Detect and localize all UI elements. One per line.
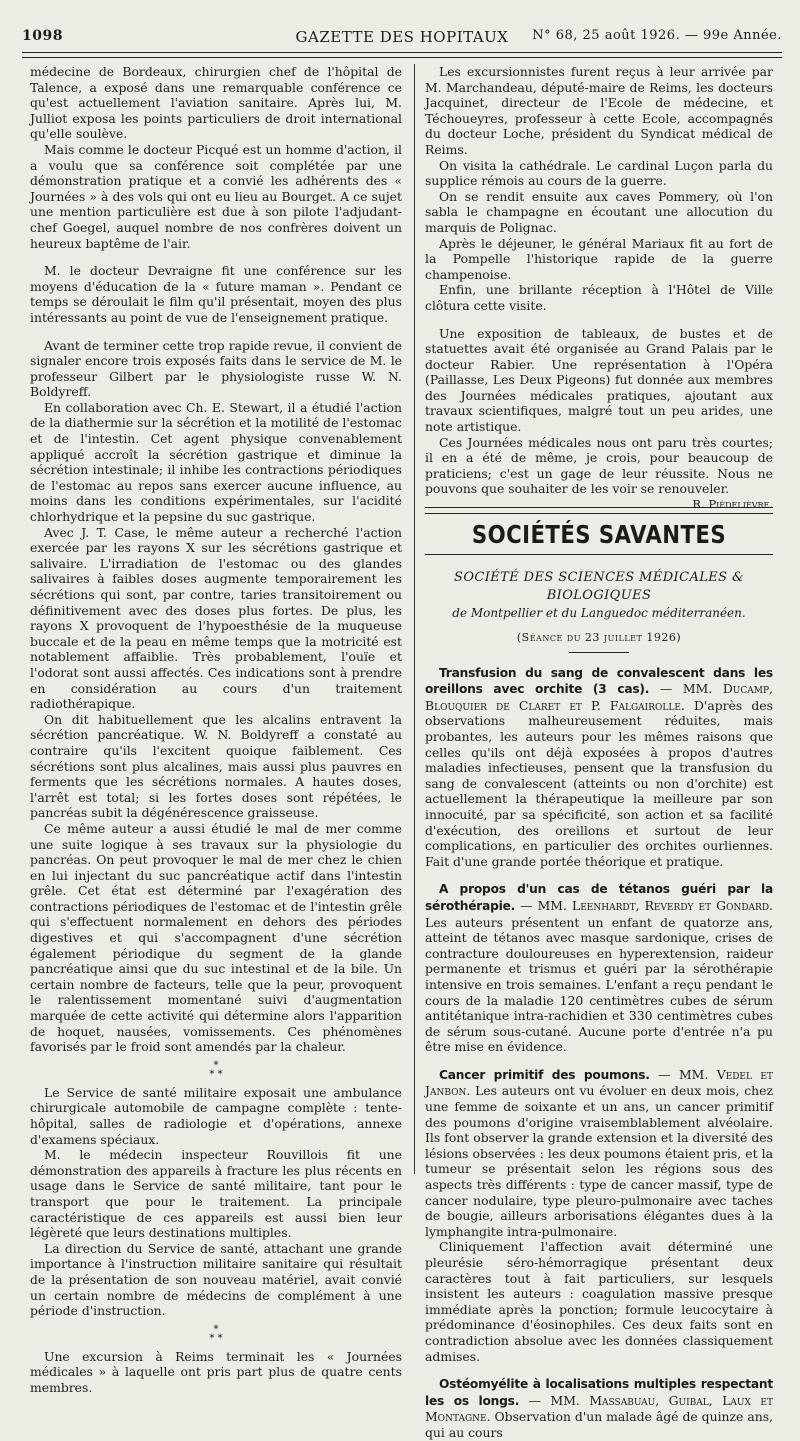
- article-authors: — MM. Ducamp, Blouquier de Claret et P. Falgairolle.: [425, 681, 773, 713]
- article-body: D'après des observations malheureusement réduites, mais probantes, les auteurs pour les mêmes raisons que celles qu'ils ont déjà exposées à propos d'autres maladies infectieuses, pensent que la transfusion du sang de convalescent (atteints ou non d'orchite) est actuellement la thérapeutique la meilleure par son innocuité, par sa spécificité, son action et sa facilité d'exécution, des oreillons et surtout de leur complications, en particulier des orchites ourliennes. Fait d'une grande portée théorique et pratique.: [425, 697, 773, 869]
- page-number: 1098: [22, 28, 63, 44]
- article: [425, 1067, 773, 1240]
- paragraph: Une exposition de tableaux, de bustes et de statuettes avait été organisée au Grand Palais par le docteur Rabier. Une représentation à l'Opéra (Paillasse, Les Deux Pigeons) fut donnée aux membres des Journées médicales pratiques, ajoutant aux travaux scientifiques, malgré tout un peu arides, une note artistique.: [425, 325, 773, 435]
- paragraph-text: Ces Journées médicales nous ont paru très courtes; il en a été de même, je crois, pour beaucoup de praticiens; c'est un gage de leur réussite. Nous ne pouvons que souhaiter de les voir se renouveler.: [425, 434, 773, 497]
- paragraph: M. le médecin inspecteur Rouvillois fit une démonstration des appareils à fracture les plus récents en usage dans le Service de santé militaire, tant pour le transport que pour le traitement. La principale caractéristique de ces appareils est aussi bien leur légèreté que leurs destinations multiples.: [30, 1147, 402, 1241]
- article-body: Les auteurs présentent un enfant de quatorze ans, atteint de tétanos avec masque sardonique, crises de contracture douloureuses en hyperextension, raideur permanente et trismus et guéri par la sérothérapie intensive en trois semaines. L'enfant a reçu pendant le cours de la maladie 120 centimètres cubes de sérum antitétanique intra-rachidien et 330 centimètres cubes de sérum sous-cutané. Aucune porte d'entrée n'a pu être mise en évidence.: [425, 914, 773, 1055]
- paragraph: Une excursion à Reims terminait les « Journées médicales » à laquelle ont pris part plus de quatre cents membres.: [30, 1348, 402, 1395]
- column-divider: [414, 64, 415, 1174]
- section-separator: * * *: [209, 1059, 223, 1080]
- article: [425, 665, 773, 870]
- paragraph: Cliniquement l'affection avait déterminé une pleurésie séro-hémorragique présentant deux caractères tout à fait particuliers, sur lesquels insistent les auteurs : coagulation massive presque immédiate après la ponction; formule leucocytaire à prédominance d'éosinophiles. Ces deux faits sont en contradiction absolue avec les données classiquement admises.: [425, 1239, 773, 1364]
- article-heading: Cancer primitif des poumons.: [439, 1067, 650, 1082]
- article-heading: Transfusion du sang de convalescent dans les oreillons avec orchite (3 cas).: [425, 665, 773, 697]
- right-column: [425, 64, 773, 1441]
- paragraph: Le Service de santé militaire exposait une ambulance chirurgicale automobile de campagne complète : tente-hôpital, salles de radiologie et d'opérations, annexe d'examens spéciaux.: [30, 1084, 402, 1147]
- section-title: SOCIÉTÉS SAVANTES: [471, 520, 727, 550]
- paragraph: Après le déjeuner, le général Mariaux fit au fort de la Pompelle l'historique rapide de la guerre champenoise.: [425, 235, 773, 282]
- paragraph: Enfin, une brillante réception à l'Hôtel de Ville clôtura cette visite.: [425, 282, 773, 313]
- issue-info: N° 68, 25 août 1926. — 99e Année.: [532, 28, 782, 43]
- article: [425, 881, 773, 1055]
- paragraph: La direction du Service de santé, attachant une grande importance à l'instruction militaire sanitaire qui résultait de la présentation de son nouveau matériel, avait convié un certain nombre de médecins de complément à une période d'instruction.: [30, 1240, 402, 1319]
- article-body: Observation d'un malade âgé de quinze ans, qui au cours: [425, 1409, 773, 1440]
- paragraph: médecine de Bordeaux, chirurgien chef de l'hôpital de Talence, a exposé dans une remarquable conférence ce qu'est actuellement l'aviation sanitaire. Après lui, M. Julliot exposa les points particuliers de droit international qu'elle soulève.: [30, 64, 402, 142]
- paragraph: On dit habituellement que les alcalins entravent la sécrétion pancréatique. W. N. Boldyreff a constaté au contraire qu'ils l'excitent quoique faiblement. Ces sécrétions sont plus alcalines, mais aussi plus pauvres en ferments que les sécrétions normales. A hautes doses, l'arrêt est total; si les fortes doses sont répétées, le pancréas subit la dégénérescence graisseuse.: [30, 711, 402, 821]
- article-authors: — MM. Leenhardt, Reverdy et Gondard.: [520, 897, 773, 913]
- article-heading: Ostéomyélite à localisations multiples respectant les os longs.: [425, 1377, 773, 1408]
- session-date: (Séance du 23 juillet 1926): [516, 631, 682, 645]
- page-header: [22, 24, 782, 50]
- paragraph: Avant de terminer cette trop rapide revue, il convient de signaler encore trois exposés faits dans le service de M. le professeur Gilbert par le physiologiste russe W. N. Boldyreff.: [30, 337, 402, 400]
- paragraph: Les excursionnistes furent reçus à leur arrivée par M. Marchandeau, député-maire de Reims, les docteurs Jacquinet, directeur de l'Ecole de médecine, et Téchoueyres, professeur à cette Ecole, accompagnés du docteur Loche, président du Syndicat médical de Reims.: [425, 64, 773, 157]
- section-rule: [425, 554, 773, 555]
- author-signature: R. Piédelièvre.: [692, 497, 773, 512]
- paragraph: [425, 434, 773, 512]
- article-authors: — MM. Massabuau, Guibal, Laux et Montagne.: [425, 1392, 773, 1425]
- journal-title: GAZETTE DES HOPITAUX: [295, 28, 509, 46]
- paragraph: Avec J. T. Case, le même auteur a recherché l'action exercée par les rayons X sur les sécrétions gastrique et salivaire. L'irradiation de l'estomac ou des glandes salivaires à faibles doses augmente temporairement les sécrétions qui sont, par contre, taries transitoirement ou définitivement avec des doses plus fortes. De plus, les rayons X provoquent de l'hypoesthésie de la muqueuse buccale et de la peau en même temps que la motricité est notablement affaiblie. Très probablement, l'ouïe et l'odorat sont aussi affectés. Ces indications sont à prendre en considération au cours d'un traitement radiothérapique.: [30, 524, 402, 712]
- paragraph: En collaboration avec Ch. E. Stewart, il a étudié l'action de la diathermie sur la sécrétion et la motilité de l'estomac et de l'intestin. Cet agent physique convenablement appliqué accroît la sécrétion gastrique et diminue la sécrétion intestinale; il inhibe les contractions périodiques de l'estomac au repos sans exercer aucune influence, au moins dans les conditions expérimentales, sur l'acidité chlorhydrique et la pepsine du suc gastrique.: [30, 399, 402, 525]
- society-name: SOCIÉTÉ DES SCIENCES MÉDICALES & BIOLOGIQUES: [454, 570, 744, 604]
- article-authors: — MM. Vedel et Janbon.: [425, 1066, 773, 1099]
- paragraph: Ce même auteur a aussi étudié le mal de mer comme une suite logique à ses travaux sur la physiologie du pancréas. On peut provoquer le mal de mer chez le chien en lui injectant du suc pancréatique actif dans l'intestin grêle. Cet état est déterminé par l'exagération des contractions périodiques de l'estomac et de l'intestin grêle qui s'effectuent normalement en dehors des périodes digestives et qui s'accompagnent d'une sécrétion également périodique du segment de la glande pancréatique ainsi que du suc intestinal et de la bile. Un certain nombre de facteurs, telle que la peur, provoquent le ralentissement momentané suivi d'augmentation marquée de cette activité qui détermine alors l'apparition de hoquet, nausées, vomissements. Ces phénomènes favorisés par le froid sont amendés par la chaleur.: [30, 820, 402, 1055]
- section-separator: * * *: [209, 1323, 223, 1344]
- article: [425, 1376, 773, 1440]
- left-column: [30, 64, 402, 1396]
- paragraph: On visita la cathédrale. Le cardinal Luçon parla du supplice rémois au cours de la guerre.: [425, 157, 773, 189]
- paragraph: M. le docteur Devraigne fit une conférence sur les moyens d'éducation de la « future maman ». Pendant ce temps se déroulait le film qu'il présentait, moyen des plus intéressants au point de vue de l'enseignement pratique.: [30, 263, 402, 325]
- article-heading: A propos d'un cas de tétanos guéri par la sérothérapie.: [425, 882, 773, 913]
- society-subtitle: de Montpellier et du Languedoc méditerranéen.: [452, 606, 746, 621]
- divider: [569, 652, 629, 653]
- header-rule: [22, 52, 782, 58]
- paragraph: Mais comme le docteur Picqué est un homme d'action, il a voulu que sa conférence soit complétée par une démonstration pratique et a convié les adhérents des « Journées » à des vols qui ont eu lieu au Bourget. A ce sujet une mention particulière est due à son pilote l'adjudant-chef Goegel, auquel nombre de nos confrères doivent un heureux baptême de l'air.: [30, 141, 402, 251]
- paragraph: On se rendit ensuite aux caves Pommery, où l'on sabla le champagne en écoutant une allocution du marquis de Polignac.: [425, 188, 773, 235]
- article-body: Les auteurs ont vu évoluer en deux mois, chez une femme de soixante et un ans, un cancer primitif des poumons d'origine vraisemblablement alvéolaire. Ils font observer la grande extension et la diversité des lésions observées : les deux poumons étaient pris, et la tumeur se présentait selon les régions sous des aspects très différents : type de cancer massif, type de cancer nodulaire, type pleuro-pulmonaire avec taches de bougie, ailleurs arborisations élégantes dues à la lymphangite intra-pulmonaire.: [425, 1083, 773, 1239]
